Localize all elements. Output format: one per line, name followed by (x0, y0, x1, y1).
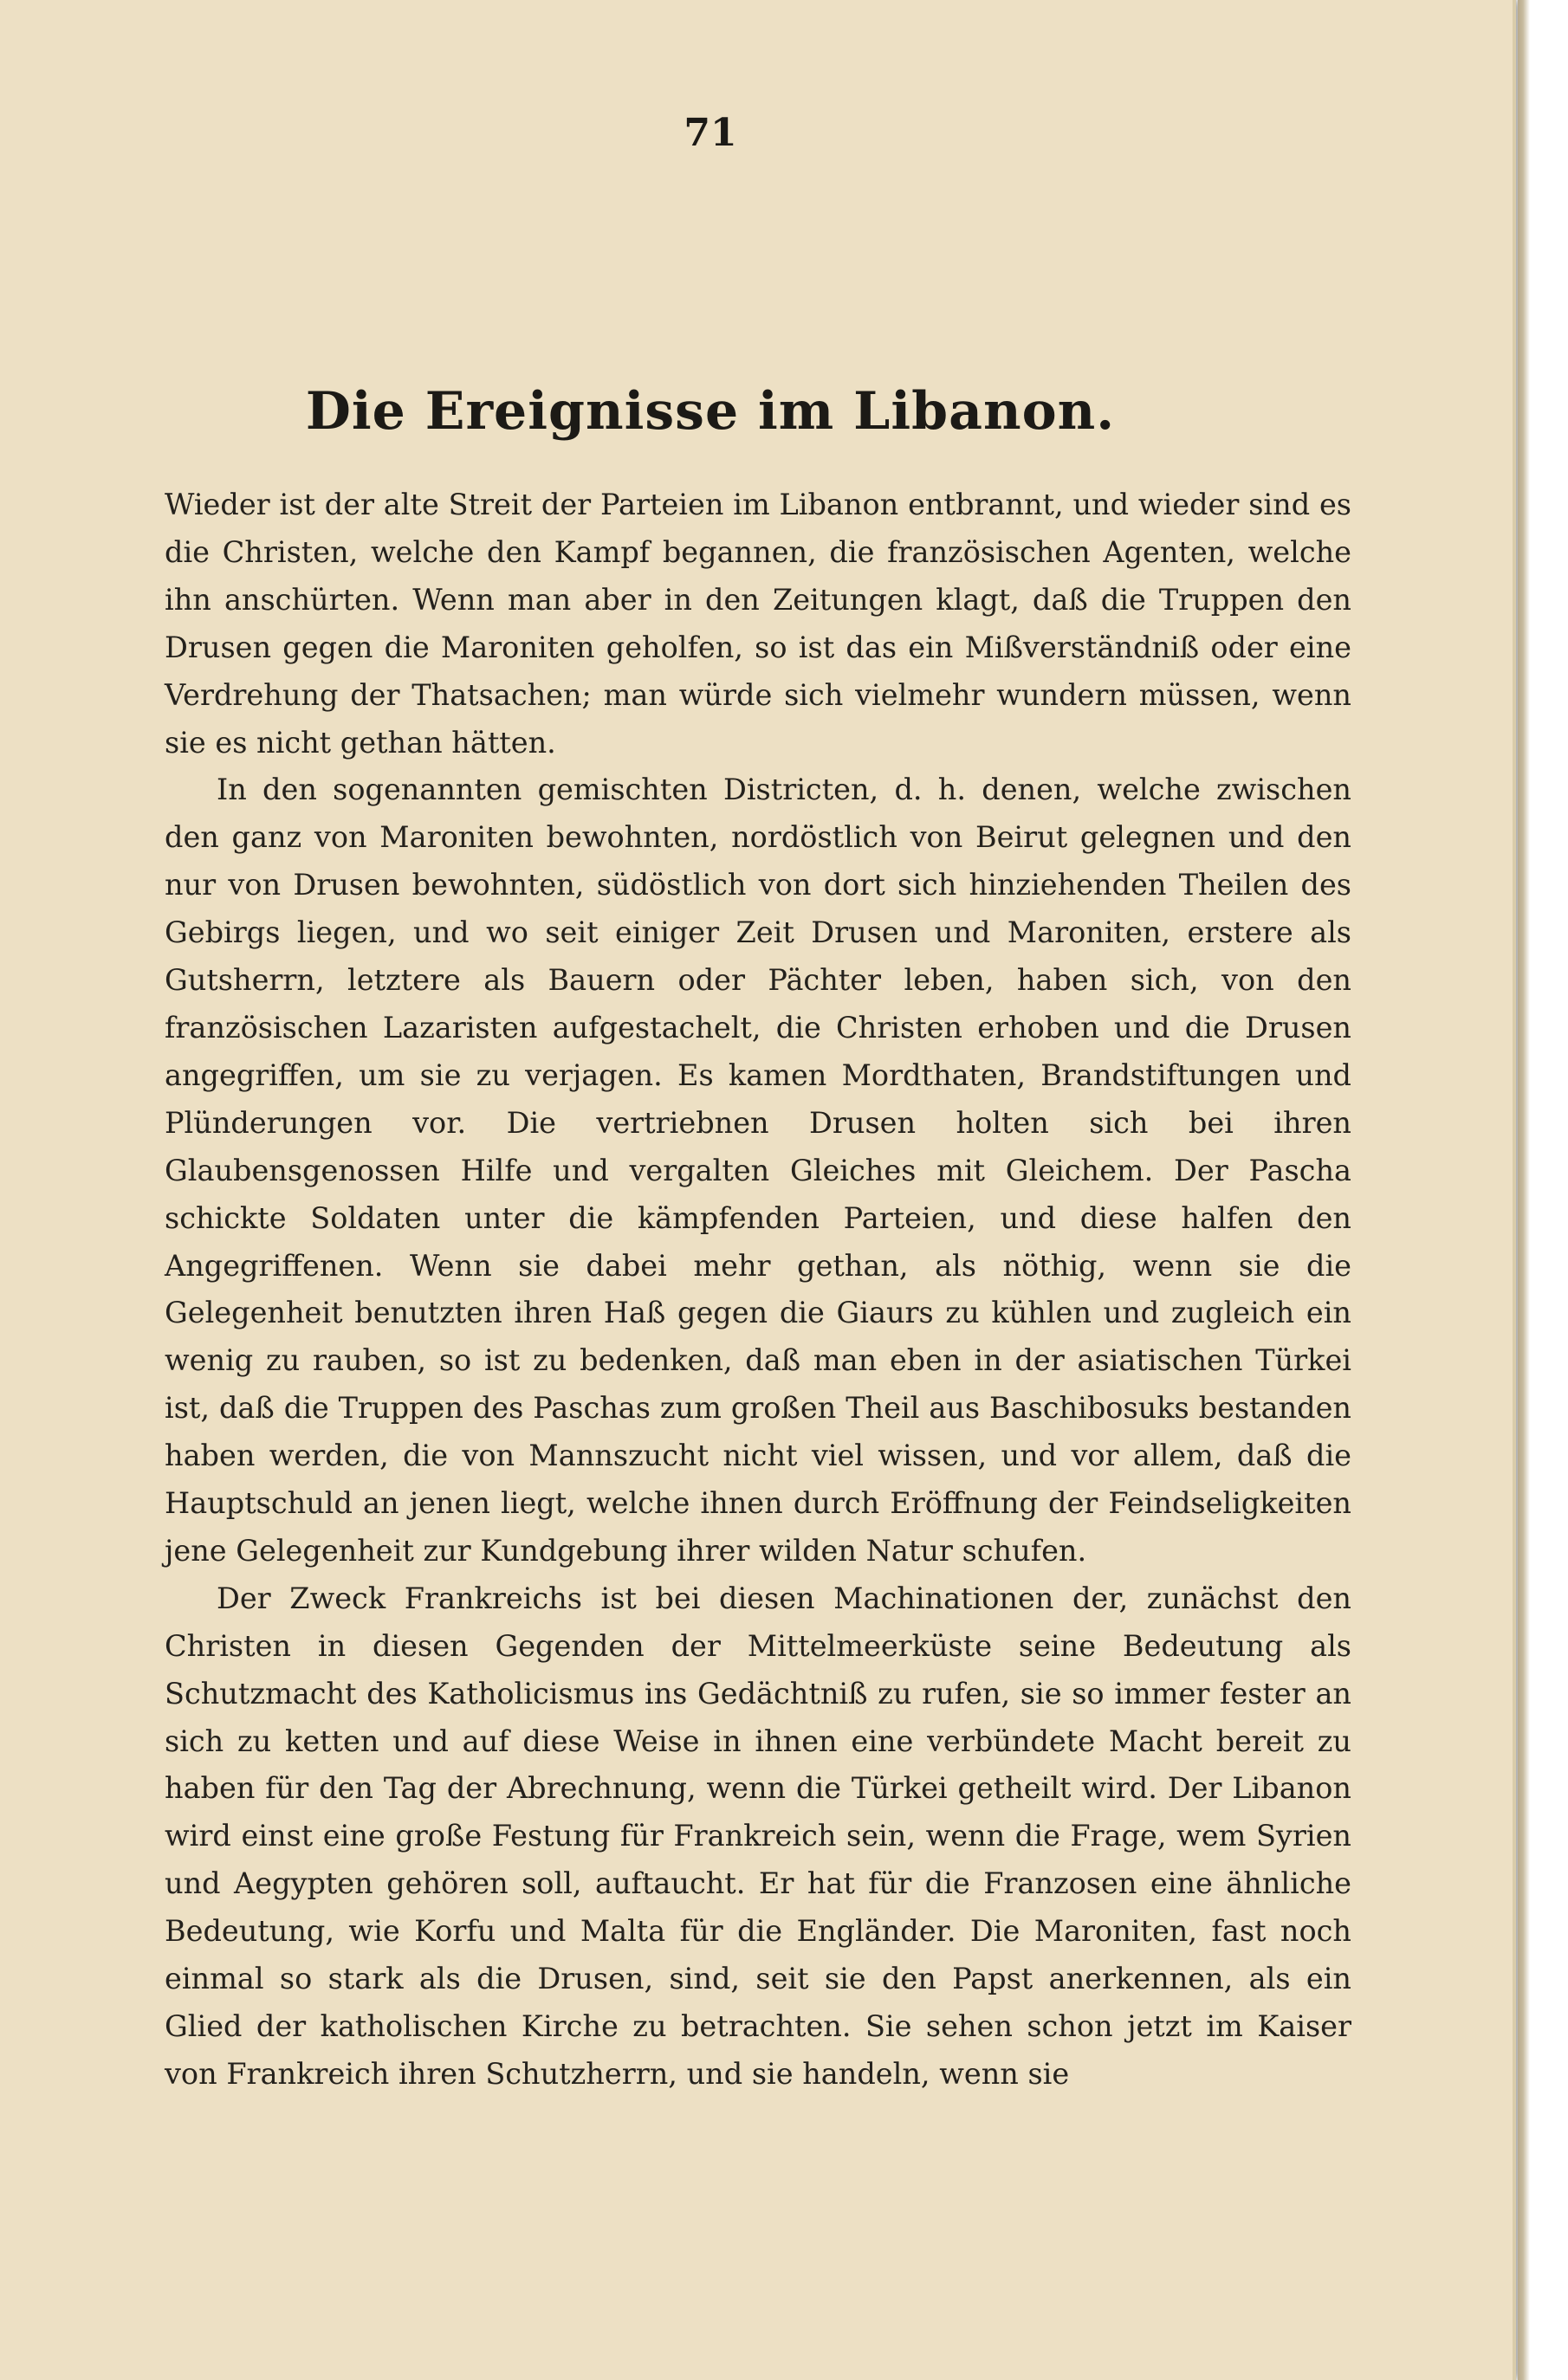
paragraph: Der Zweck Frankreichs ist bei diesen Machinationen der, zunächst den Christen in diesen Gegenden der Mittelmeerküste seine Bedeutung als Schutzmacht des Katholicismus ins Gedächtniß zu rufen, sie so immer fester an sich zu ketten und auf diese Weise in ihnen eine verbündete Macht bereit zu haben für den Tag der Abrechnung, wenn die Türkei getheilt wird. Der Libanon wird einst eine große Festung für Frankreich sein, wenn die Frage, wem Syrien und Aegypten gehören soll, auftaucht. Er hat für die Franzosen eine ähnliche Bedeutung, wie Korfu und Malta für die Engländer. Die Maroniten, fast noch einmal so stark als die Drusen, sind, seit sie den Papst anerkennen, als ein Glied der katholischen Kirche zu betrachten. Sie sehen schon jetzt im Kaiser von Frankreich ihren Schutzherrn, und sie handeln, wenn sie (165, 1581, 1351, 2091)
paragraph: Wieder ist der alte Streit der Parteien im Libanon entbrannt, und wieder sind es die Christen, welche den Kampf begannen, die französischen Agenten, welche ihn anschürten. Wenn man aber in den Zeitungen klagt, daß die Truppen den Drusen gegen die Maroniten geholfen, so ist das ein Mißverständniß oder eine Verdrehung der Thatsachen; man würde sich vielmehr wundern müssen, wenn sie es nicht gethan hätten. (165, 488, 1351, 760)
page-number: 71 (684, 111, 737, 155)
paragraph: In den sogenannten gemischten Districten, d. h. denen, welche zwischen den ganz von Maroniten bewohnten, nordöstlich von Beirut gelegnen und den nur von Drusen bewohnten, südöstlich von dort sich hinziehenden Theilen des Gebirgs liegen, und wo seit einiger Zeit Drusen und Maroniten, erstere als Gutsherrn, letztere als Bauern oder Pächter leben, haben sich, von den französischen Lazaristen aufgestachelt, die Christen erhoben und die Drusen angegriffen, um sie zu verjagen. Es kamen Mordthaten, Brandstiftungen und Plünderungen vor. Die vertriebnen Drusen holten sich bei ihren Glaubensgenossen Hilfe und vergalten Gleiches mit Gleichem. Der Pascha schickte Soldaten unter die kämpfenden Parteien, und diese halfen den Angegriffenen. Wenn sie dabei mehr gethan, als nöthig, wenn sie die Gelegenheit benutzten ihren Haß gegen die Giaurs zu kühlen und zugleich ein wenig zu rauben, so ist zu bedenken, daß man eben in der asiatischen Türkei ist, daß die Truppen des Paschas zum großen Theil aus Baschibosuks bestanden haben werden, die von Mannszucht nicht viel wissen, und vor allem, daß die Hauptschuld an jenen liegt, welche ihnen durch Eröffnung der Feindseligkeiten jene Gelegenheit zur Kundgebung ihrer wilden Natur schufen. (165, 773, 1351, 1568)
page-edge (1518, 0, 1568, 2380)
article-body (165, 482, 1351, 2099)
article-heading: Die Ereignisse im Libanon. (305, 381, 1116, 442)
